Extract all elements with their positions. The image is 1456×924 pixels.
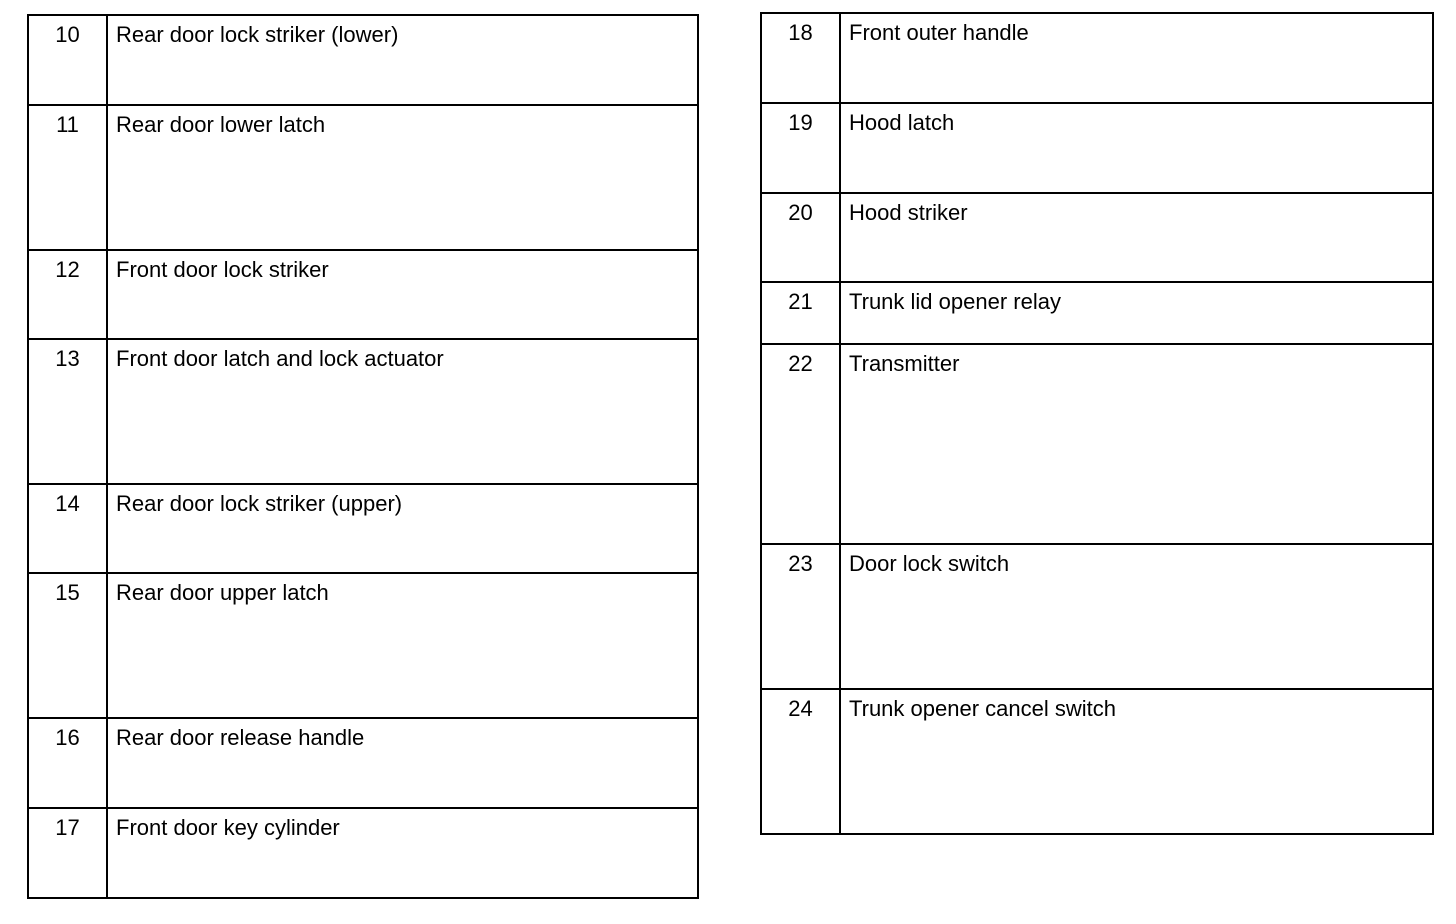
part-number: 10 xyxy=(28,15,107,105)
part-description: Door lock switch xyxy=(840,544,1433,689)
table-row xyxy=(28,808,698,898)
table-row xyxy=(761,13,1433,103)
part-number: 14 xyxy=(28,484,107,573)
part-description: Front outer handle xyxy=(840,13,1433,103)
parts-legend-table-left xyxy=(27,14,699,899)
part-number: 16 xyxy=(28,718,107,808)
part-description: Hood latch xyxy=(840,103,1433,193)
table-row xyxy=(28,484,698,573)
part-description: Rear door lower latch xyxy=(107,105,698,250)
table-row xyxy=(761,689,1433,834)
part-number: 20 xyxy=(761,193,840,282)
part-number: 13 xyxy=(28,339,107,484)
table-row xyxy=(761,544,1433,689)
part-description: Rear door release handle xyxy=(107,718,698,808)
part-number: 23 xyxy=(761,544,840,689)
part-number: 12 xyxy=(28,250,107,339)
part-number: 24 xyxy=(761,689,840,834)
part-description: Trunk opener cancel switch xyxy=(840,689,1433,834)
part-description: Front door lock striker xyxy=(107,250,698,339)
part-description: Rear door lock striker (lower) xyxy=(107,15,698,105)
part-number: 17 xyxy=(28,808,107,898)
part-description: Hood striker xyxy=(840,193,1433,282)
table-row xyxy=(28,718,698,808)
part-description: Trunk lid opener relay xyxy=(840,282,1433,344)
table-row xyxy=(761,193,1433,282)
table-row xyxy=(761,344,1433,544)
table-row xyxy=(28,105,698,250)
part-number: 15 xyxy=(28,573,107,718)
parts-legend-table-right xyxy=(760,12,1434,835)
table-row xyxy=(761,282,1433,344)
part-number: 22 xyxy=(761,344,840,544)
part-description: Front door latch and lock actuator xyxy=(107,339,698,484)
part-description: Front door key cylinder xyxy=(107,808,698,898)
table-row xyxy=(28,15,698,105)
part-description: Rear door upper latch xyxy=(107,573,698,718)
part-number: 19 xyxy=(761,103,840,193)
part-number: 18 xyxy=(761,13,840,103)
table-row xyxy=(761,103,1433,193)
part-number: 21 xyxy=(761,282,840,344)
part-description: Rear door lock striker (upper) xyxy=(107,484,698,573)
part-description: Transmitter xyxy=(840,344,1433,544)
table-row xyxy=(28,573,698,718)
table-row xyxy=(28,339,698,484)
table-row xyxy=(28,250,698,339)
part-number: 11 xyxy=(28,105,107,250)
